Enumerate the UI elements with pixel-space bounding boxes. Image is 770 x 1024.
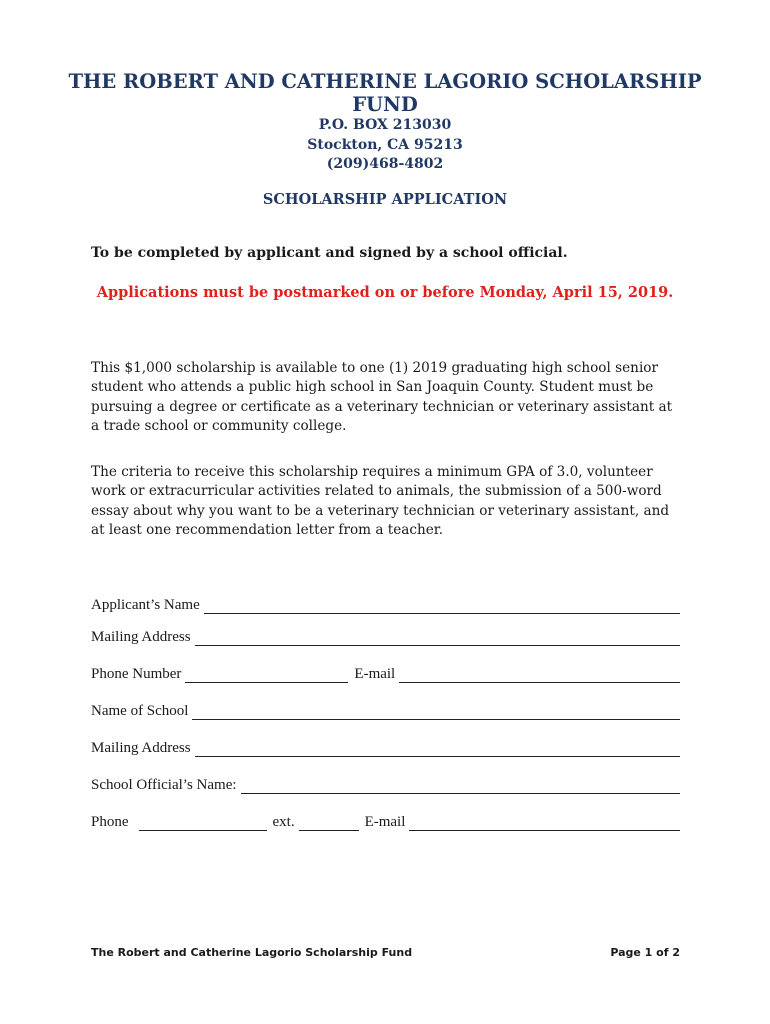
ext-label: ext. xyxy=(272,814,295,830)
criteria-paragraph xyxy=(91,463,691,540)
email-label: E-mail xyxy=(354,666,396,682)
paragraph-line: The criteria to receive this scholarship requires a minimum GPA of 3.0, volunteer xyxy=(91,464,653,480)
page-number: Page 1 of 2 xyxy=(610,946,680,959)
phone-email-row xyxy=(91,663,680,683)
mailing-address-field[interactable] xyxy=(195,629,680,646)
footer-fund-name: The Robert and Catherine Lagorio Scholarship Fund xyxy=(91,946,413,959)
official-contact-row xyxy=(91,811,680,831)
paragraph-line: student who attends a public high school in San Joaquin County. Student must be xyxy=(91,379,654,396)
paragraph-line: pursuing a degree or certificate as a veterinary technician or veterinary assistant at xyxy=(91,398,673,415)
school-name-field[interactable] xyxy=(192,703,680,720)
school-name-label: Name of School xyxy=(91,703,189,719)
school-official-row xyxy=(91,774,680,794)
email-field[interactable] xyxy=(399,666,680,683)
phone-number-label: Phone Number xyxy=(91,666,182,682)
document-title xyxy=(0,70,770,116)
applicant-name-field[interactable] xyxy=(204,597,680,614)
applicant-name-row xyxy=(91,594,680,614)
school-address-field[interactable] xyxy=(195,740,680,757)
paragraph-line: essay about why you want to be a veterinary technician or veterinary assistant, and xyxy=(91,502,670,519)
mailing-address-row xyxy=(91,626,680,646)
official-phone-field[interactable] xyxy=(139,814,267,831)
paragraph-line: a trade school or community college. xyxy=(91,417,347,434)
applicant-name-label: Applicant’s Name xyxy=(91,597,200,613)
address-block xyxy=(0,116,770,175)
official-email-field[interactable] xyxy=(409,814,680,831)
application-title: SCHOLARSHIP APPLICATION xyxy=(262,191,508,208)
school-name-row xyxy=(91,700,680,720)
instructions: To be completed by applicant and signed by a school official. xyxy=(91,245,568,261)
official-email-label: E-mail xyxy=(364,814,406,830)
mailing-address-label: Mailing Address xyxy=(91,629,191,645)
po-box: P.O. BOX 213030 xyxy=(318,117,452,133)
school-official-field[interactable] xyxy=(241,777,680,794)
deadline-notice: Applications must be postmarked on or before Monday, April 15, 2019. xyxy=(96,284,674,301)
eligibility-paragraph xyxy=(91,359,691,436)
paragraph-line: work or extracurricular activities related to animals, the submission of a 500-word xyxy=(91,483,662,500)
school-official-label: School Official’s Name: xyxy=(91,777,237,793)
title-line-2: FUND xyxy=(352,93,418,116)
phone-number: (209)468-4802 xyxy=(326,156,444,172)
official-phone-label: Phone xyxy=(91,814,129,830)
paragraph-line: at least one recommendation letter from a teacher. xyxy=(91,521,444,538)
ext-field[interactable] xyxy=(299,814,359,831)
title-line-1: THE ROBERT AND CATHERINE LAGORIO SCHOLARSHIP xyxy=(68,70,702,93)
paragraph-line: This $1,000 scholarship is available to one (1) 2019 graduating high school senior xyxy=(91,360,658,376)
city-state-zip: Stockton, CA 95213 xyxy=(307,136,463,153)
phone-number-field[interactable] xyxy=(185,666,348,683)
school-address-label: Mailing Address xyxy=(91,740,191,756)
school-address-row xyxy=(91,737,680,757)
